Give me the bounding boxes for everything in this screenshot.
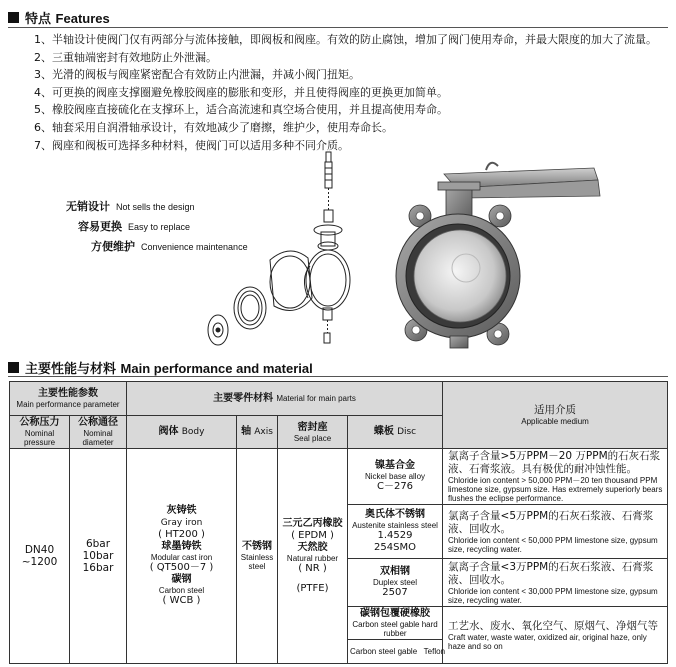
performance-table xyxy=(9,381,668,664)
performance-title-zh: 主要性能与材料 xyxy=(25,361,117,377)
feature-item: 4、可更换的阀座支撑圈避免橡胶阀座的膨胀和变形，并且使得阀座的更换更加简单。 xyxy=(34,85,448,99)
cell-medium-2: 氯离子含量<5万PPM的石灰石浆液、石膏浆液、回收水。 Chloride ion content < 50,000 PPM limestone size, gypsum size, recycling water. xyxy=(443,505,668,559)
feature-item: 3、光滑的阀板与阀座紧密配合有效防止内泄漏，并减小阀门扭矩。 xyxy=(34,68,360,82)
features-heading xyxy=(8,8,110,26)
performance-heading xyxy=(8,358,313,376)
callout-easy-replace: 容易更换 Easy to replace xyxy=(78,220,191,233)
features-title-zh: 特点 xyxy=(25,11,52,27)
feature-item: 1、半轴设计使阀门仅有两部分与流体接触，即阀板和阀座。有效的防止腐蚀，增加了阀门使用寿命，并最大限度的加大了流量。 xyxy=(34,33,657,46)
cell-disc-duplex: 双相钢 Duplex steel 2507 xyxy=(348,559,443,607)
performance-title-en: Main performance and material xyxy=(120,360,313,376)
cell-seal-material: 三元乙丙橡胶 ( EPDM ) 天然胶 Natural rubber ( NR ) (PTFE) xyxy=(278,449,348,664)
callout-maintenance: 方便维护 Convenience maintenance xyxy=(91,240,248,253)
header-nominal-diameter: 公称通径 Nominal diameter xyxy=(70,416,127,449)
callout-no-pin: 无销设计 Not sells the design xyxy=(66,200,195,213)
cell-nominal-diameter: 6bar 10bar 16bar xyxy=(70,449,127,664)
heading-square-icon xyxy=(8,12,19,23)
cell-medium-4: 工艺水、废水、氧化空气、原烟气、净烟气等 Craft water, waste water, oxidized air, original haze, only haze and so on xyxy=(443,607,668,664)
cell-disc-hard-rubber: 碳钢包覆硬橡胶 Carbon steel gable hard rubber xyxy=(348,607,443,640)
butterfly-valve-image xyxy=(386,154,616,354)
feature-item: 5、橡胶阀座直接硫化在支撑环上，适合高流速和真空场合使用，并且提高使用寿命。 xyxy=(34,103,448,117)
feature-item: 7、阀座和阀板可选择多种材料，使阀门可以适用多种不同介质。 xyxy=(34,138,349,152)
cell-medium-3: 氯离子含量<3万PPM的石灰石浆液、石膏浆液、回收水。 Chloride ion content < 30,000 PPM limestone size, gypsum size, recycling water. xyxy=(443,559,668,607)
header-seal-place: 密封座 Seal place xyxy=(278,416,348,449)
cell-disc-teflon: Carbon steel gable Teflon xyxy=(348,640,443,664)
section-divider xyxy=(8,27,668,28)
feature-item: 2、三重轴端密封有效地防止外泄漏。 xyxy=(34,50,217,64)
feature-item: 6、轴套采用自润滑轴承设计，有效地减少了磨擦，维护少，使用寿命长。 xyxy=(34,120,393,134)
header-axis: 轴 Axis xyxy=(237,416,278,449)
cell-disc-nickel: 镍基合金 Nickel base alloy C－276 xyxy=(348,449,443,505)
heading-square-icon xyxy=(8,362,19,373)
header-nominal-pressure: 公称压力 Nominal pressure xyxy=(10,416,70,449)
cell-axis-material: 不锈钢 Stainless steel xyxy=(237,449,278,664)
section-divider xyxy=(8,376,668,377)
cell-medium-1: 氯离子含量>5万PPM－20 万PPM的石灰石浆液、石膏浆液。具有极优的耐冲蚀性能。 Chloride ion content > 50,000 PPM－20 ten thousand PPM limestone size, gypsum size. Has extremely superiorly bears flushes the eclipse performance. xyxy=(443,449,668,505)
features-title-en: Features xyxy=(55,10,110,26)
header-main-parameters: 主要性能参数 Main performance parameter xyxy=(10,382,127,416)
header-disc: 蝶板 Disc xyxy=(348,416,443,449)
header-body: 阀体 Body xyxy=(127,416,237,449)
header-main-parts: 主要零件材料 Material for main parts xyxy=(127,382,443,416)
cell-disc-austenite: 奥氏体不锈钢 Austenite stainless steel 1.4529 254SMO xyxy=(348,505,443,559)
header-applicable-medium: 适用介质 Applicable medium xyxy=(443,382,668,449)
exploded-valve-drawing xyxy=(200,148,370,363)
cell-nominal-pressure: DN40 ~1200 xyxy=(10,449,70,664)
cell-body-material: 灰铸铁 Gray iron ( HT200 ) 球墨铸铁 Modular cast iron ( QT500－7 ) 碳钢 Carbon steel ( WCB ) xyxy=(127,449,237,664)
features-list xyxy=(34,31,674,154)
